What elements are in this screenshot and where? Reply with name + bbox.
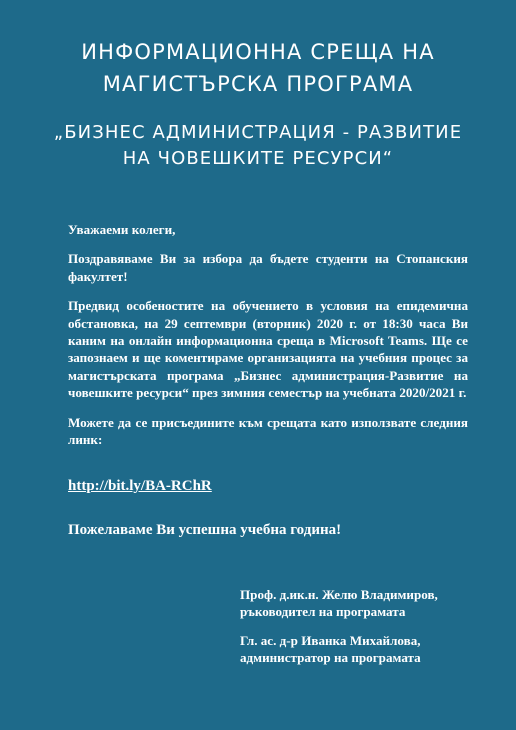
signature-name: Проф. д.ик.н. Желю Владимиров, (240, 587, 438, 602)
title-line-2: МАГИСТЪРСКА ПРОГРАМА (102, 72, 414, 96)
greeting: Уважаеми колеги, (68, 222, 176, 237)
subtitle-line-1: „БИЗНЕС АДМИНИСТРАЦИЯ - РАЗВИТИЕ (53, 122, 463, 143)
letter-body (68, 221, 468, 460)
congratulations-paragraph: Поздравяваме Ви за избора да бъдете студенти на Стопанския факултет! (68, 251, 468, 284)
event-title (0, 36, 516, 100)
closing-wish: Пожелаваме Ви успешна учебна година! (68, 522, 342, 538)
signature-block-1 (240, 586, 490, 621)
signature-block-2 (240, 632, 490, 667)
signature-role: администратор на програмата (240, 650, 421, 666)
subtitle-line-2: НА ЧОВЕШКИТЕ РЕСУРСИ“ (122, 148, 394, 169)
meeting-link[interactable]: http://bit.ly/BA-RChR (68, 478, 212, 494)
title-line-1: ИНФОРМАЦИОННА СРЕЩА НА (81, 40, 435, 64)
signature-role: ръководител на програмата (240, 604, 406, 620)
program-name (0, 120, 516, 172)
signature-name: Гл. ас. д-р Иванка Михайлова, (240, 633, 421, 648)
meeting-details-paragraph: Предвид особеностите на обучението в условия на епидемична обстановка, на 29 септември (вторник) 2020 г. от 18:30 часа Ви каним на онлайн информационна среща в Microsoft Teams. Ще се запознаем и ще коментираме организацията на учебния процес за магистърската програма „Бизнес администрация-Развитие на човешките ресурси“ през зимния семестър на учебната 2020/2021 г. (68, 298, 468, 401)
join-instructions-paragraph: Можете да се присъедините към срещата като използвате следния линк: (68, 414, 468, 448)
